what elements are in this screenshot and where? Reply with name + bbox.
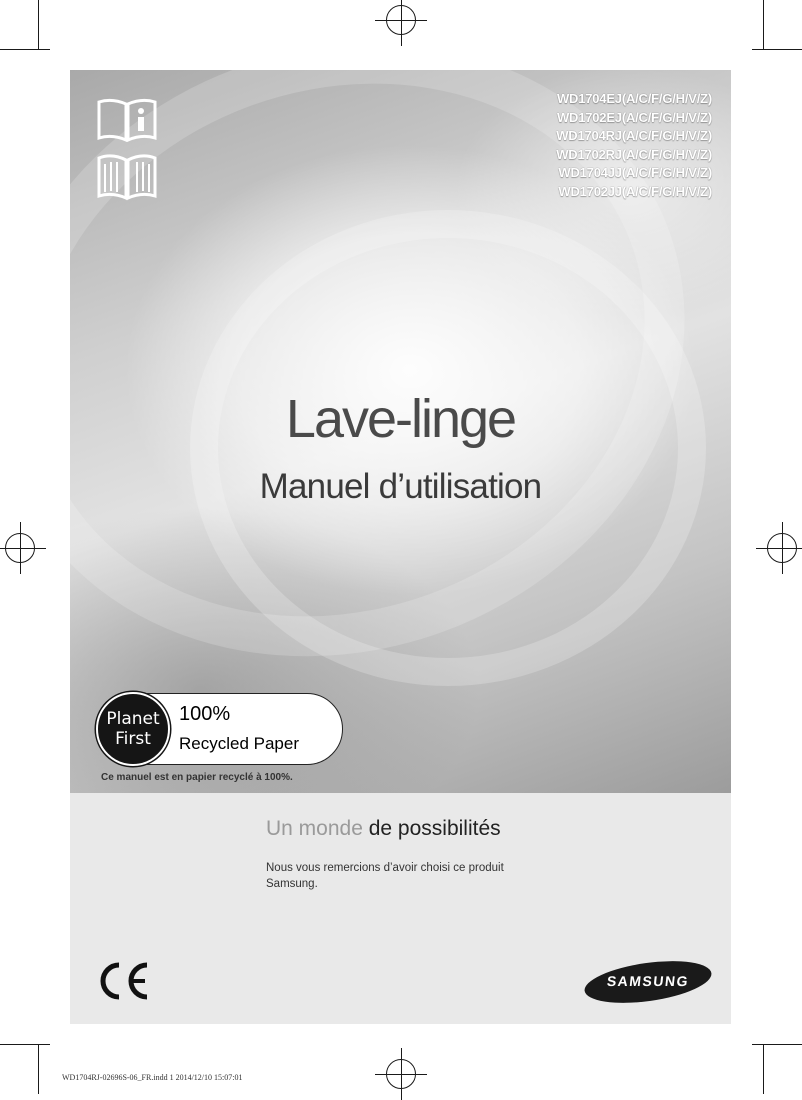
badge-percent: 100% <box>179 703 231 725</box>
registration-mark <box>767 533 797 563</box>
ce-mark-icon <box>95 961 153 1001</box>
crop-mark <box>763 1044 764 1094</box>
planet-first-badge <box>97 693 343 765</box>
badge-text: Recycled Paper <box>179 734 300 753</box>
cover-panel <box>70 70 731 793</box>
registration-mark <box>386 1059 416 1089</box>
model-number: WD1702EJ(A/C/F/G/H/V/Z) <box>556 109 712 125</box>
crop-mark <box>752 1044 802 1045</box>
crop-mark <box>0 49 50 50</box>
document-title: Lave-linge <box>285 389 516 449</box>
crop-mark <box>752 49 802 50</box>
badge-line1: Planet <box>106 709 160 729</box>
model-number: WD1704JJ(A/C/F/G/H/V/Z) <box>558 165 712 180</box>
samsung-logo-text: SAMSUNG <box>606 973 690 989</box>
thanks-text: Nous vous remercions d’avoir choisi ce produit Samsung. <box>266 862 504 890</box>
open-book-icon <box>96 150 158 202</box>
recycled-note: Ce manuel est en papier recyclé à 100%. <box>101 772 293 783</box>
tagline-light: Un monde <box>266 817 363 840</box>
crop-mark <box>38 0 39 50</box>
registration-mark <box>5 533 35 563</box>
model-number: WD1704EJ(A/C/F/G/H/V/Z) <box>556 91 712 106</box>
registration-mark <box>386 5 416 35</box>
model-list <box>556 90 712 201</box>
model-number: WD1702RJ(A/C/F/G/H/V/Z) <box>556 146 712 162</box>
model-number: WD1704RJ(A/C/F/G/H/V/Z) <box>556 128 712 143</box>
tagline-dark: de possibilités <box>368 817 501 840</box>
tagline <box>266 817 501 841</box>
manual-icons <box>96 96 158 210</box>
model-number: WD1702JJ(A/C/F/G/H/V/Z) <box>558 183 712 199</box>
document-subtitle: Manuel d’utilisation <box>259 467 542 506</box>
info-book-icon <box>96 96 158 142</box>
badge-line2: First <box>115 729 151 749</box>
print-slug: WD1704RJ-02696S-06_FR.indd 1 2014/12/10 15:07:01 <box>62 1073 243 1082</box>
lower-band <box>70 793 731 1024</box>
crop-mark <box>0 1044 50 1045</box>
crop-mark <box>763 0 764 50</box>
crop-mark <box>38 1044 39 1094</box>
planet-first-logo <box>96 692 170 766</box>
